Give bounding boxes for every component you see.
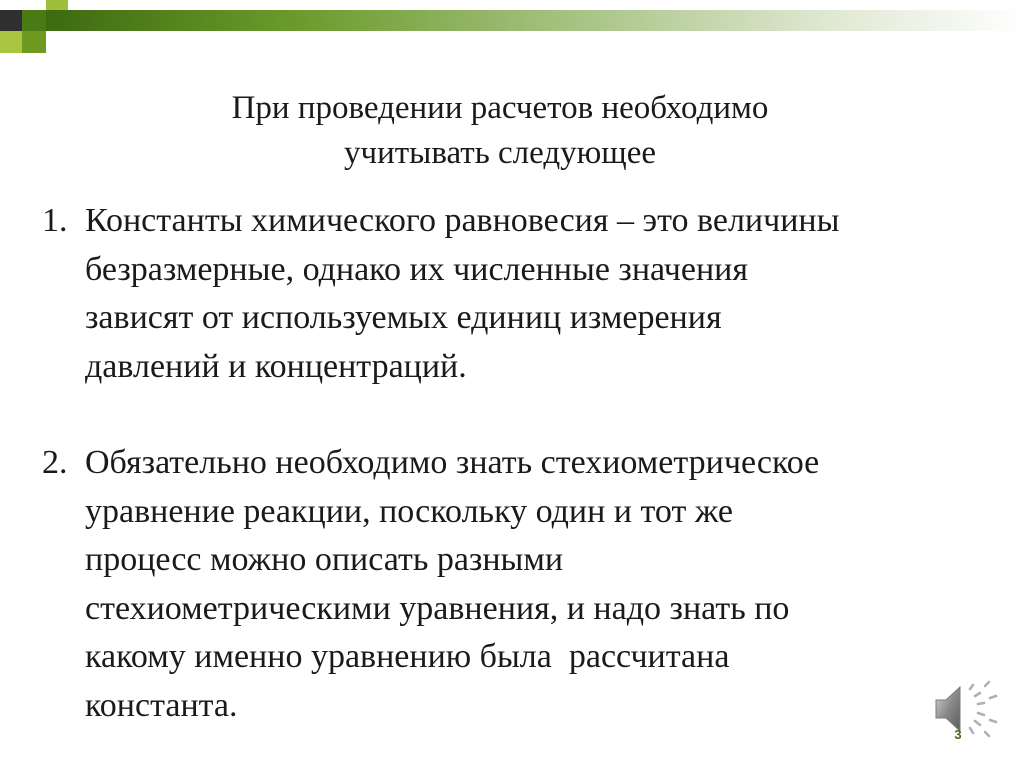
list-item-line: процесс можно описать разными [85, 541, 564, 578]
title-line: учитывать следующее [344, 135, 656, 171]
list-item-line: какому именно уравнению была рассчитана [85, 638, 730, 675]
decor-square-dark [0, 10, 22, 31]
title-line: При проведении расчетов необходимо [231, 90, 769, 126]
list-item-line: константа. [85, 686, 238, 724]
list-item-number: 2. [42, 444, 68, 481]
list-item-line: зависят от используемых единиц измерения [85, 299, 722, 336]
slide-title [0, 86, 1000, 176]
decor-square-green [22, 10, 46, 31]
header-gradient-bar [46, 10, 1024, 31]
list-item-line: Обязательно необходимо знать стехиометрическое [85, 444, 820, 481]
list-item [42, 439, 1002, 730]
list-item-line: Константы химического равновесия – это величины [85, 202, 840, 239]
decor-square-green [22, 31, 46, 53]
list-item-line: безразмерные, однако их численные значения [85, 250, 748, 288]
list-item-line: уравнение реакции, поскольку один и тот же [85, 492, 733, 530]
list-item [42, 197, 1002, 391]
decor-square-lime [46, 0, 68, 10]
decor-square-lime [0, 31, 22, 53]
list-item-line: давлений и концентраций. [85, 347, 467, 385]
page-number: 3 [954, 727, 962, 742]
list-item-line: стехиометрическими уравнения, и надо знать по [85, 589, 790, 627]
list-item-number: 1. [42, 202, 68, 239]
numbered-list [42, 197, 1002, 730]
